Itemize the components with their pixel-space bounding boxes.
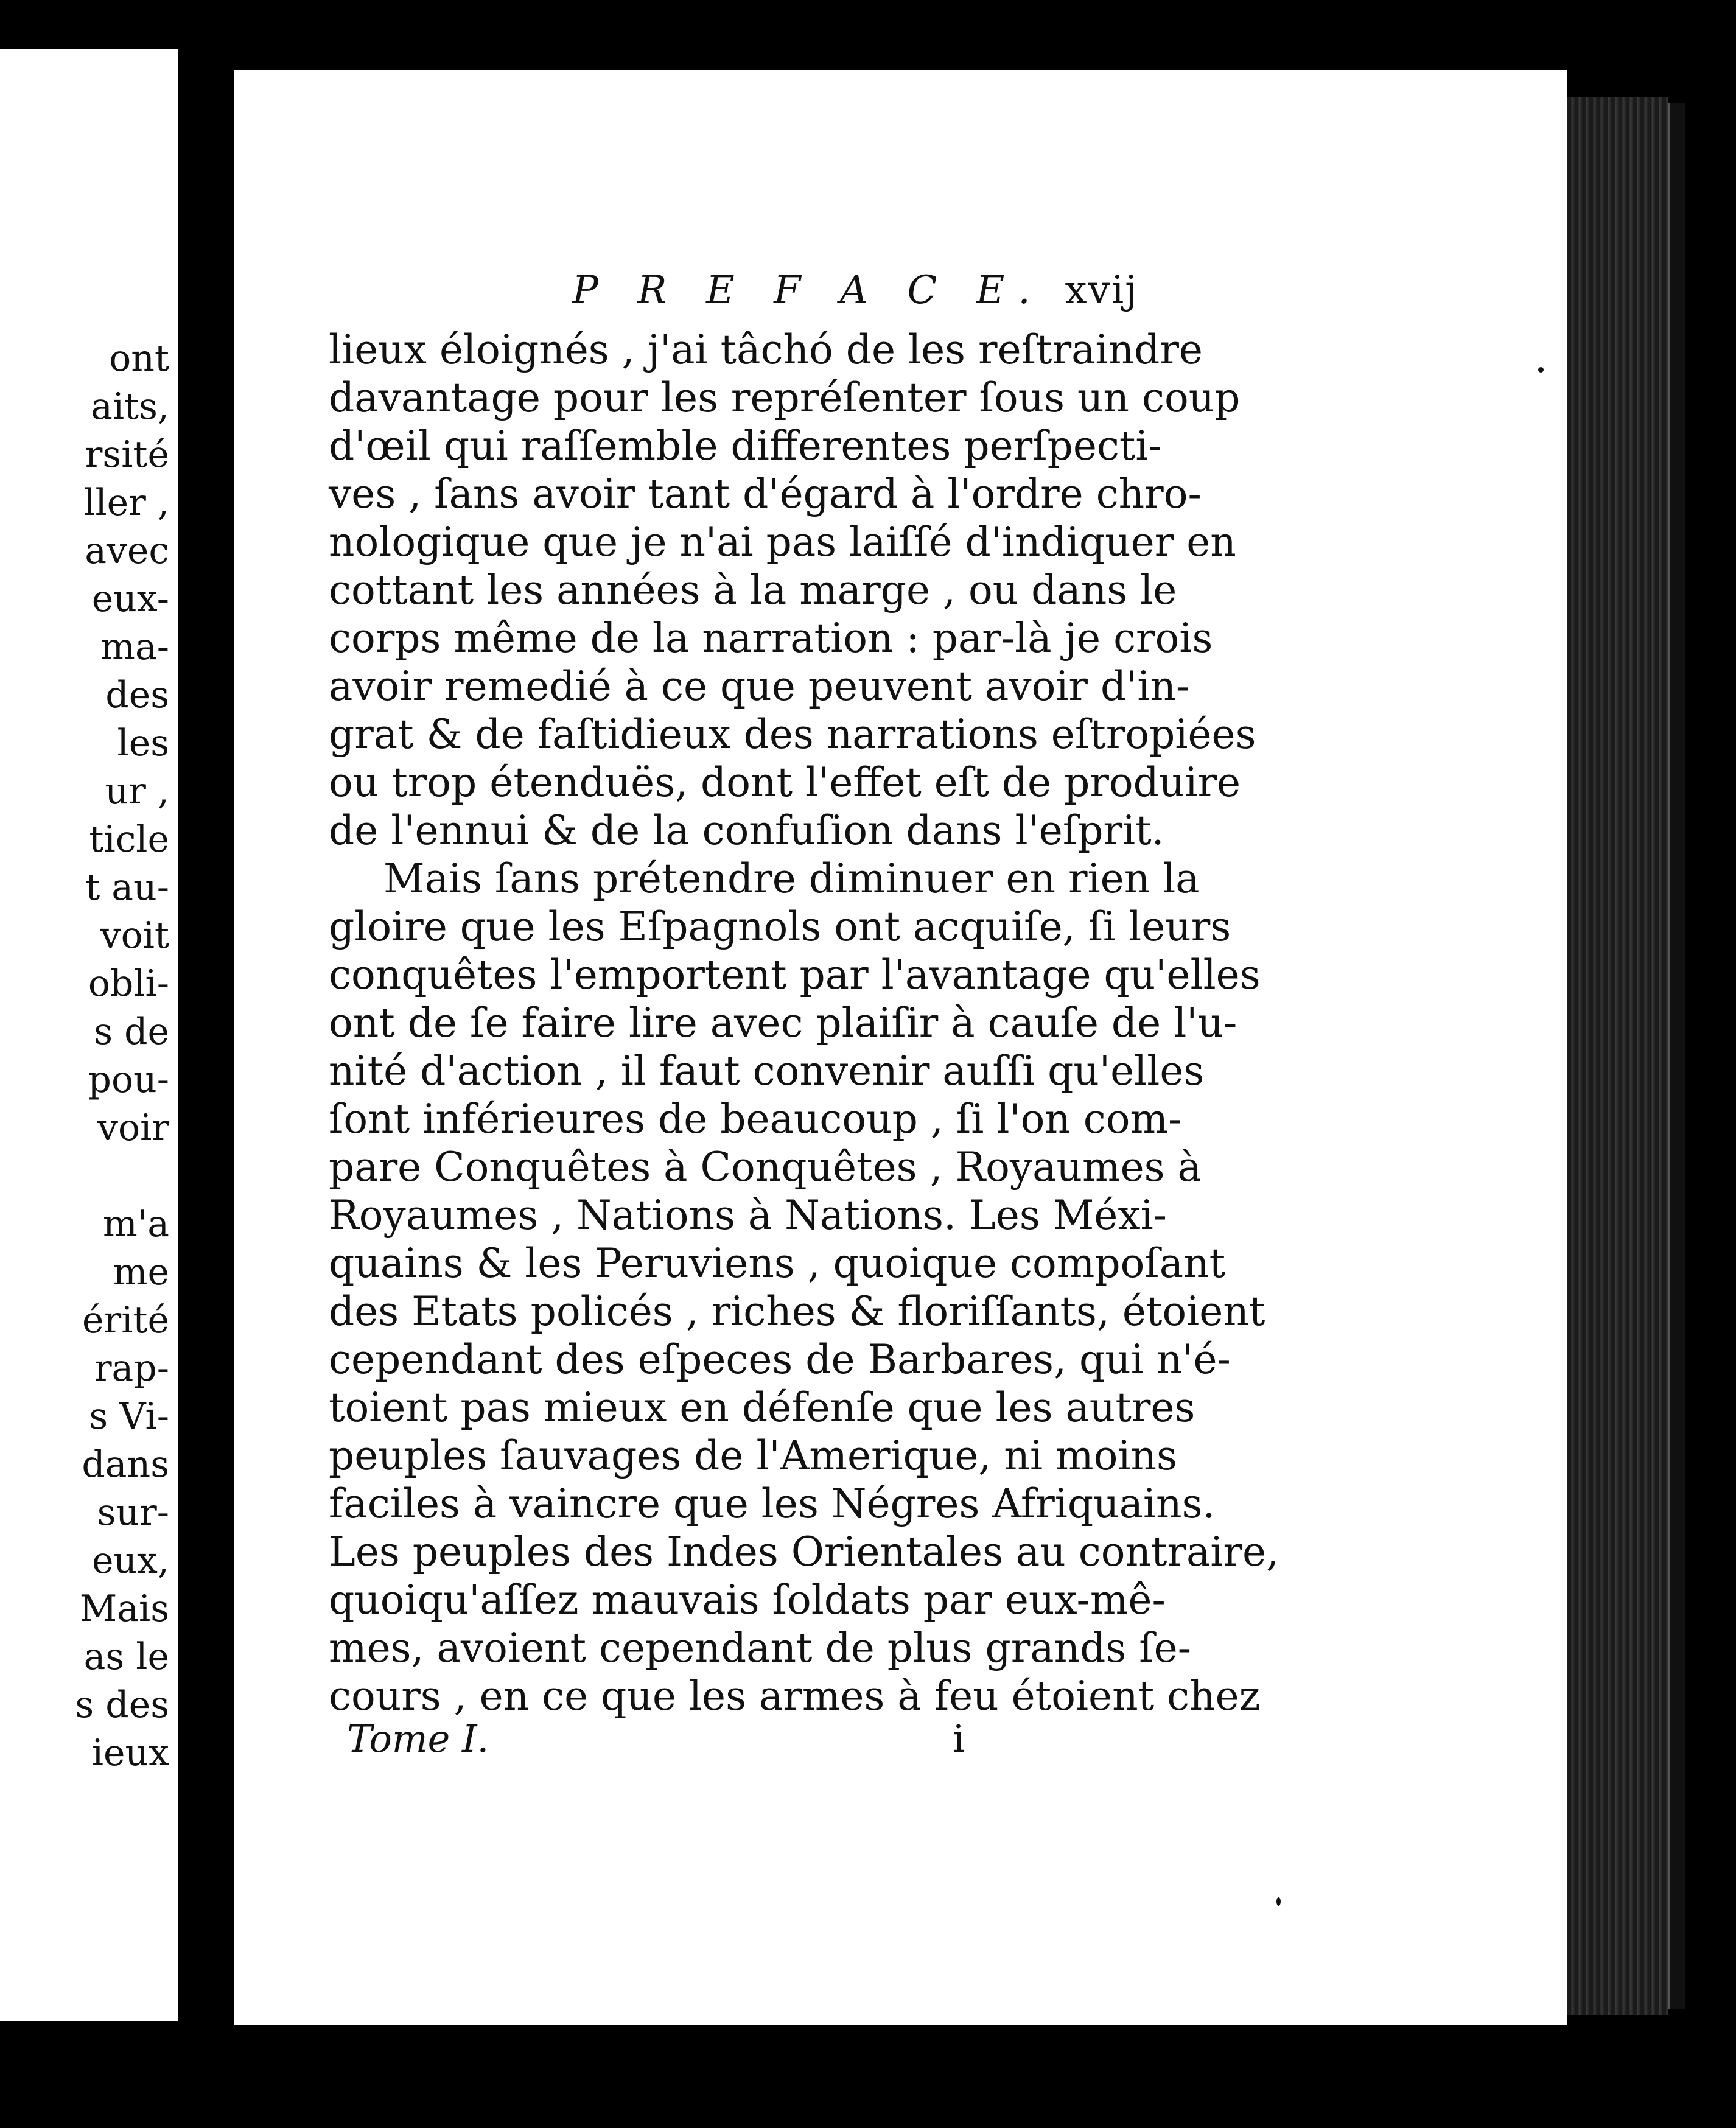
text-line: avoir remedié à ce que peuvent avoir d'in- <box>329 663 1190 710</box>
previous-page-line: sur- <box>97 1491 169 1534</box>
text-line: nologique que je n'ai pas laiſſé d'indiquer en <box>329 519 1236 565</box>
text-line: d'œil qui raſſemble differentes perſpecti- <box>329 422 1162 469</box>
previous-page-text <box>0 335 169 1777</box>
previous-page-line: rap- <box>94 1347 169 1390</box>
previous-page-line: voit <box>100 914 169 957</box>
text-line: conquêtes l'emportent par l'avantage qu'elles <box>329 951 1261 998</box>
text-line: toient pas mieux en défenſe que les autres <box>329 1384 1195 1431</box>
previous-page-line: obli- <box>88 962 169 1005</box>
previous-page-line: ticle <box>89 818 169 861</box>
text-line: ſont inférieures de beaucoup , ſi l'on com- <box>329 1096 1182 1143</box>
previous-page-line: les <box>117 722 169 765</box>
previous-page-line: m'a <box>102 1203 169 1245</box>
text-line: ves , ſans avoir tant d'égard à l'ordre chro- <box>329 471 1202 517</box>
page-footer <box>347 1717 1017 1771</box>
previous-page-line: eux- <box>91 578 169 620</box>
previous-page-line: t au- <box>85 866 169 909</box>
text-line: nité d'action , il faut convenir auſſi qu'elles <box>329 1048 1205 1094</box>
text-line: cottant les années à la marge , ou dans le <box>329 567 1177 614</box>
text-line: ou trop étenduës, dont l'effet eſt de produire <box>329 759 1241 806</box>
text-line: grat & de faſtidieux des narrations eſtropiées <box>329 711 1256 758</box>
text-line: quoiqu'aſſez mauvais ſoldats par eux-mê- <box>329 1577 1166 1623</box>
running-head <box>329 268 1144 323</box>
previous-page-line: voir <box>97 1107 169 1149</box>
ink-speck <box>1276 1897 1281 1906</box>
previous-page-line: s Vi- <box>89 1395 169 1438</box>
text-line: de l'ennui & de la confuſion dans l'eſprit. <box>329 807 1164 854</box>
previous-page-line <box>0 1152 169 1200</box>
page-number: xvij <box>1065 268 1138 313</box>
text-line: quains & les Peruviens , quoique compoſant <box>329 1240 1226 1287</box>
text-line: pare Conquêtes à Conquêtes , Royaumes à <box>329 1144 1202 1191</box>
previous-page-line: dans <box>82 1443 169 1486</box>
previous-page-line: me <box>113 1251 169 1293</box>
text-line: davantage pour les repréſenter ſous un coup <box>329 374 1241 421</box>
text-line: mes, avoient cependant de plus grands ſe- <box>329 1625 1192 1671</box>
previous-page-line: Mais <box>79 1587 169 1630</box>
page-title: P R E F A C E. <box>572 268 1044 313</box>
text-line: peuples ſauvages de l'Amerique, ni moins <box>329 1432 1177 1479</box>
previous-page-line: ller , <box>83 481 169 524</box>
text-line: lieux éloignés , j'ai tâchó de les reſtraindre <box>329 326 1203 373</box>
text-line: gloire que les Eſpagnols ont acquiſe, ſi leurs <box>329 903 1231 950</box>
previous-page-line: s des <box>75 1684 169 1726</box>
text-line: cours , en ce que les armes à feu étoient chez <box>329 1673 1261 1720</box>
previous-page-line: eux, <box>91 1539 169 1582</box>
previous-page-line: ont <box>109 337 169 380</box>
previous-page-line: ma- <box>100 626 169 668</box>
text-line: Mais ſans prétendre diminuer en rien la <box>383 855 1200 902</box>
text-line: cependant des eſpeces de Barbares, qui n'é- <box>329 1336 1231 1383</box>
previous-page <box>0 49 178 2021</box>
text-line: faciles à vaincre que les Négres Afriquains. <box>329 1480 1216 1527</box>
body-text <box>329 326 1279 1720</box>
text-line: Royaumes , Nations à Nations. Les Méxi- <box>329 1192 1167 1239</box>
previous-page-line: avec <box>85 530 169 572</box>
ink-speck <box>1538 367 1544 373</box>
text-line: Les peuples des Indes Orientales au contraire, <box>329 1528 1279 1575</box>
book-spine-edge <box>1668 103 1685 2009</box>
previous-page-line: érité <box>82 1299 169 1342</box>
previous-page-line: pou- <box>88 1059 169 1101</box>
previous-page-line: s de <box>94 1010 169 1053</box>
previous-page-line: ieux <box>91 1732 169 1774</box>
previous-page-line: rsité <box>85 433 169 476</box>
text-line: corps même de la narration : par-là je crois <box>329 615 1213 662</box>
text-line: ont de ſe faire lire avec plaiſir à cauſe de l'u- <box>329 999 1237 1046</box>
previous-page-line: ur , <box>105 770 169 813</box>
book-fore-edge <box>1567 97 1668 2015</box>
previous-page-line: aits, <box>91 385 169 428</box>
volume-label: Tome I. <box>347 1717 489 1761</box>
previous-page-line: as le <box>83 1636 169 1678</box>
signature-mark: i <box>953 1717 965 1761</box>
text-line: des Etats policés , riches & floriſſants, étoient <box>329 1288 1265 1335</box>
previous-page-line: des <box>105 674 169 716</box>
